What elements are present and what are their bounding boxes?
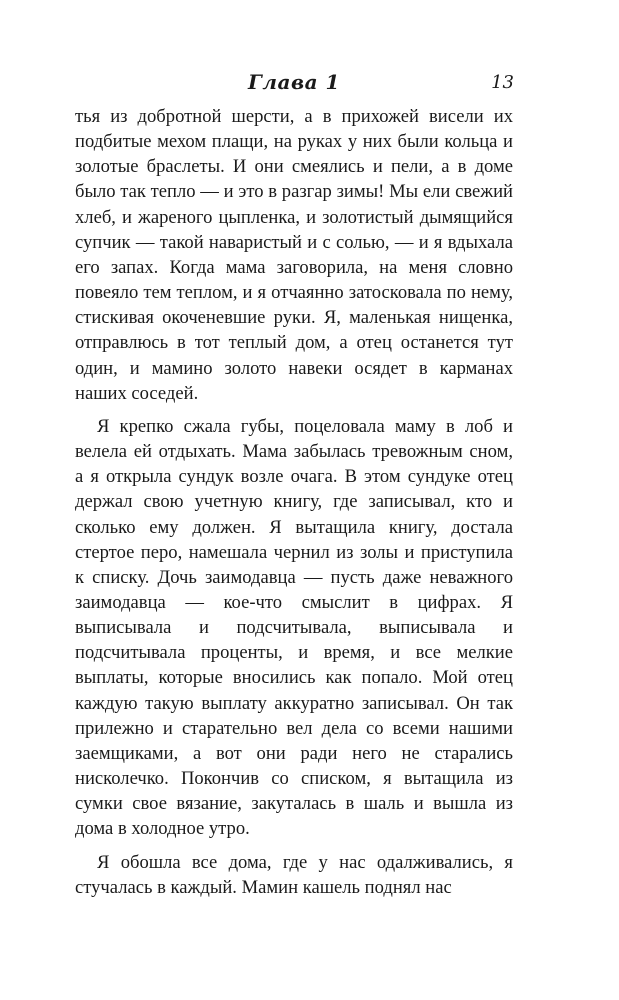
body-text (75, 104, 513, 900)
running-header (74, 70, 514, 98)
paragraph: Я обошла все дома, где у нас одалживались, я стучалась в каждый. Мамин кашель поднял нас (75, 851, 513, 898)
paragraph: Я крепко сжала губы, поцеловала маму в лоб и велела ей отдыхать. Мама забылась тревожным сном, а я открыла сундук возле очага. В этом сундуке отец держал свою учетную книгу, где записывал, кто и сколько ему должен. Я вытащила книгу, достала стертое перо, намешала чернил из золы и приступила к списку. Дочь заимодавца — пусть даже неважного заимодавца — кое-что смыслит в цифрах. Я выписывала и подсчитывала, выписывала и подсчитывала проценты, и время, и все мелкие выплаты, которые вносились как попало. Мой отец каждую такую выплату аккуратно записывал. Он так прилежно и старательно вел дела со всеми нашими заемщиками, а вот они ради него не старались нисколечко. Покончив со списком, я вытащила из сумки свое вязание, закуталась в шаль и вышла из дома в холодное утро. (75, 415, 513, 840)
page-number: 13 (491, 72, 514, 93)
chapter-title: Глава 1 (248, 70, 340, 94)
paragraph: тья из добротной шерсти, а в прихожей висели их подбитые мехом плащи, на руках у них были кольца и золотые браслеты. И они смеялись и пели, а в доме было так тепло — и это в разгар зимы! Мы ели свежий хлеб, и жареного цыпленка, и золотистый дымящийся супчик — такой наваристый и с солью, — и я вдыхала его запах. Когда мама заговорила, на меня словно повеяло тем теплом, и я отчаянно затосковала по нему, стискивая окоченевшие руки. Я, маленькая нищенка, отправлюсь в тот теплый дом, а отец останется тут один, и мамино золото навеки осядет в карманах наших соседей. (75, 106, 513, 404)
